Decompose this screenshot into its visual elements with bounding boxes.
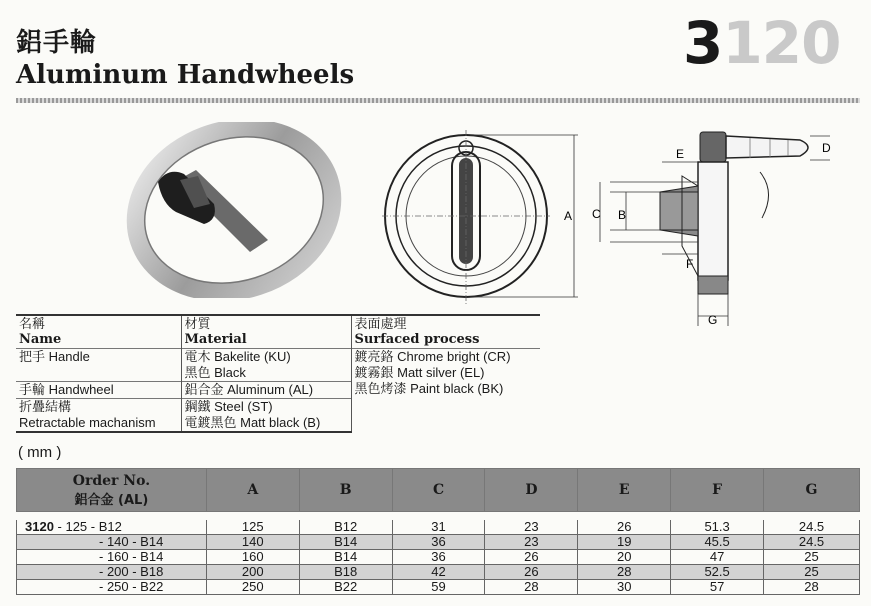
header-material-cn: 材質 bbox=[181, 315, 351, 332]
cell: 28 bbox=[764, 580, 860, 595]
cell: 140 bbox=[206, 535, 299, 550]
cell: 250 bbox=[206, 580, 299, 595]
surface-line: 鍍霧銀 Matt silver (EL) bbox=[354, 365, 485, 380]
row-handwheel-material: 鋁合金 Aluminum (AL) bbox=[181, 382, 351, 399]
cell: 28 bbox=[485, 580, 578, 595]
cell: 26 bbox=[485, 565, 578, 580]
cell: 45.5 bbox=[671, 535, 764, 550]
order-cell: - 250 - B22 bbox=[17, 580, 207, 595]
order-prefix: 3120 bbox=[25, 519, 54, 534]
cell: 42 bbox=[392, 565, 485, 580]
cell: B12 bbox=[299, 520, 392, 535]
mechanism-name-en: Retractable machanism bbox=[19, 415, 156, 430]
cell: 23 bbox=[485, 520, 578, 535]
header-rule bbox=[16, 98, 860, 103]
side-view-drawing bbox=[590, 126, 840, 326]
material-line: 電木 Bakelite (KU) bbox=[184, 349, 291, 364]
order-cell: - 160 - B14 bbox=[17, 550, 207, 565]
title-english: Aluminum Handwheels bbox=[16, 60, 355, 90]
dim-f-label: F bbox=[686, 257, 694, 271]
header-col-g: G bbox=[764, 469, 860, 512]
header-surface-cn: 表面處理 bbox=[351, 315, 540, 332]
dimension-table bbox=[16, 468, 860, 595]
header-col-a: A bbox=[206, 469, 299, 512]
dim-b-label: B bbox=[618, 208, 627, 222]
surface-line: 黑色烤漆 Paint black (BK) bbox=[354, 381, 504, 396]
product-code bbox=[683, 8, 840, 78]
row-mechanism-material bbox=[181, 399, 351, 433]
cell: 125 bbox=[206, 520, 299, 535]
order-cell: - 200 - B18 bbox=[17, 565, 207, 580]
header-name-en: Name bbox=[19, 332, 62, 347]
cell: 59 bbox=[392, 580, 485, 595]
table-row bbox=[17, 550, 860, 565]
material-line: 電鍍黑色 Matt black (B) bbox=[184, 415, 321, 430]
dim-e-label: E bbox=[676, 147, 685, 161]
cell: B22 bbox=[299, 580, 392, 595]
header-order bbox=[17, 469, 207, 512]
cell: 26 bbox=[578, 520, 671, 535]
table-row bbox=[17, 535, 860, 550]
material-line: 鋼鐵 Steel (ST) bbox=[184, 399, 273, 414]
header-surface-en: Surfaced process bbox=[351, 332, 540, 349]
cell: 25 bbox=[764, 550, 860, 565]
row-handle-name: 把手 Handle bbox=[16, 349, 181, 382]
header-col-d: D bbox=[485, 469, 578, 512]
header-col-b: B bbox=[299, 469, 392, 512]
front-view-drawing bbox=[378, 128, 586, 308]
cell: B18 bbox=[299, 565, 392, 580]
row-mechanism-name bbox=[16, 399, 181, 433]
header-order-cn: 鋁合金 (AL) bbox=[74, 492, 149, 508]
cell: 36 bbox=[392, 550, 485, 565]
cell: 30 bbox=[578, 580, 671, 595]
product-code-first-digit: 3 bbox=[683, 9, 723, 77]
cell: 23 bbox=[485, 535, 578, 550]
dim-g-label: G bbox=[708, 313, 718, 326]
surface-line: 鍍亮鉻 Chrome bright (CR) bbox=[354, 349, 511, 364]
cell: 57 bbox=[671, 580, 764, 595]
surface-cell bbox=[351, 349, 540, 433]
table-row bbox=[17, 580, 860, 595]
mechanism-name-cn: 折疊結構 bbox=[19, 399, 72, 414]
cell: 25 bbox=[764, 565, 860, 580]
header-order-en: Order No. bbox=[72, 472, 151, 489]
cell: 160 bbox=[206, 550, 299, 565]
dim-c-label: C bbox=[592, 207, 601, 221]
dim-a-label: A bbox=[564, 209, 573, 223]
cell: 51.3 bbox=[671, 520, 764, 535]
cell: 19 bbox=[578, 535, 671, 550]
cell: 52.5 bbox=[671, 565, 764, 580]
header-col-e: E bbox=[578, 469, 671, 512]
order-suffix: - 125 - B12 bbox=[53, 519, 122, 534]
handwheel-photo bbox=[118, 122, 354, 298]
title-chinese: 鋁手輪 bbox=[16, 28, 98, 58]
row-handwheel-name: 手輪 Handwheel bbox=[16, 382, 181, 399]
table-row bbox=[17, 565, 860, 580]
material-table bbox=[16, 314, 540, 433]
dim-d-label: D bbox=[822, 141, 831, 155]
table-row bbox=[17, 520, 860, 535]
unit-label: ( mm ) bbox=[18, 444, 62, 461]
cell: 28 bbox=[578, 565, 671, 580]
material-line: 黑色 Black bbox=[184, 365, 246, 380]
cell: 20 bbox=[578, 550, 671, 565]
header-col-c: C bbox=[392, 469, 485, 512]
order-cell bbox=[17, 520, 207, 535]
header-material-en: Material bbox=[181, 332, 351, 349]
header-col-f: F bbox=[671, 469, 764, 512]
cell: 47 bbox=[671, 550, 764, 565]
row-handle-material bbox=[181, 349, 351, 382]
cell: B14 bbox=[299, 535, 392, 550]
cell: 24.5 bbox=[764, 520, 860, 535]
cell: 31 bbox=[392, 520, 485, 535]
product-code-rest: 120 bbox=[722, 9, 841, 77]
order-cell: - 140 - B14 bbox=[17, 535, 207, 550]
cell: 26 bbox=[485, 550, 578, 565]
cell: 24.5 bbox=[764, 535, 860, 550]
header-name-cn: 名稱 bbox=[16, 315, 181, 332]
cell: 36 bbox=[392, 535, 485, 550]
cell: B14 bbox=[299, 550, 392, 565]
table-header-row bbox=[17, 469, 860, 512]
cell: 200 bbox=[206, 565, 299, 580]
